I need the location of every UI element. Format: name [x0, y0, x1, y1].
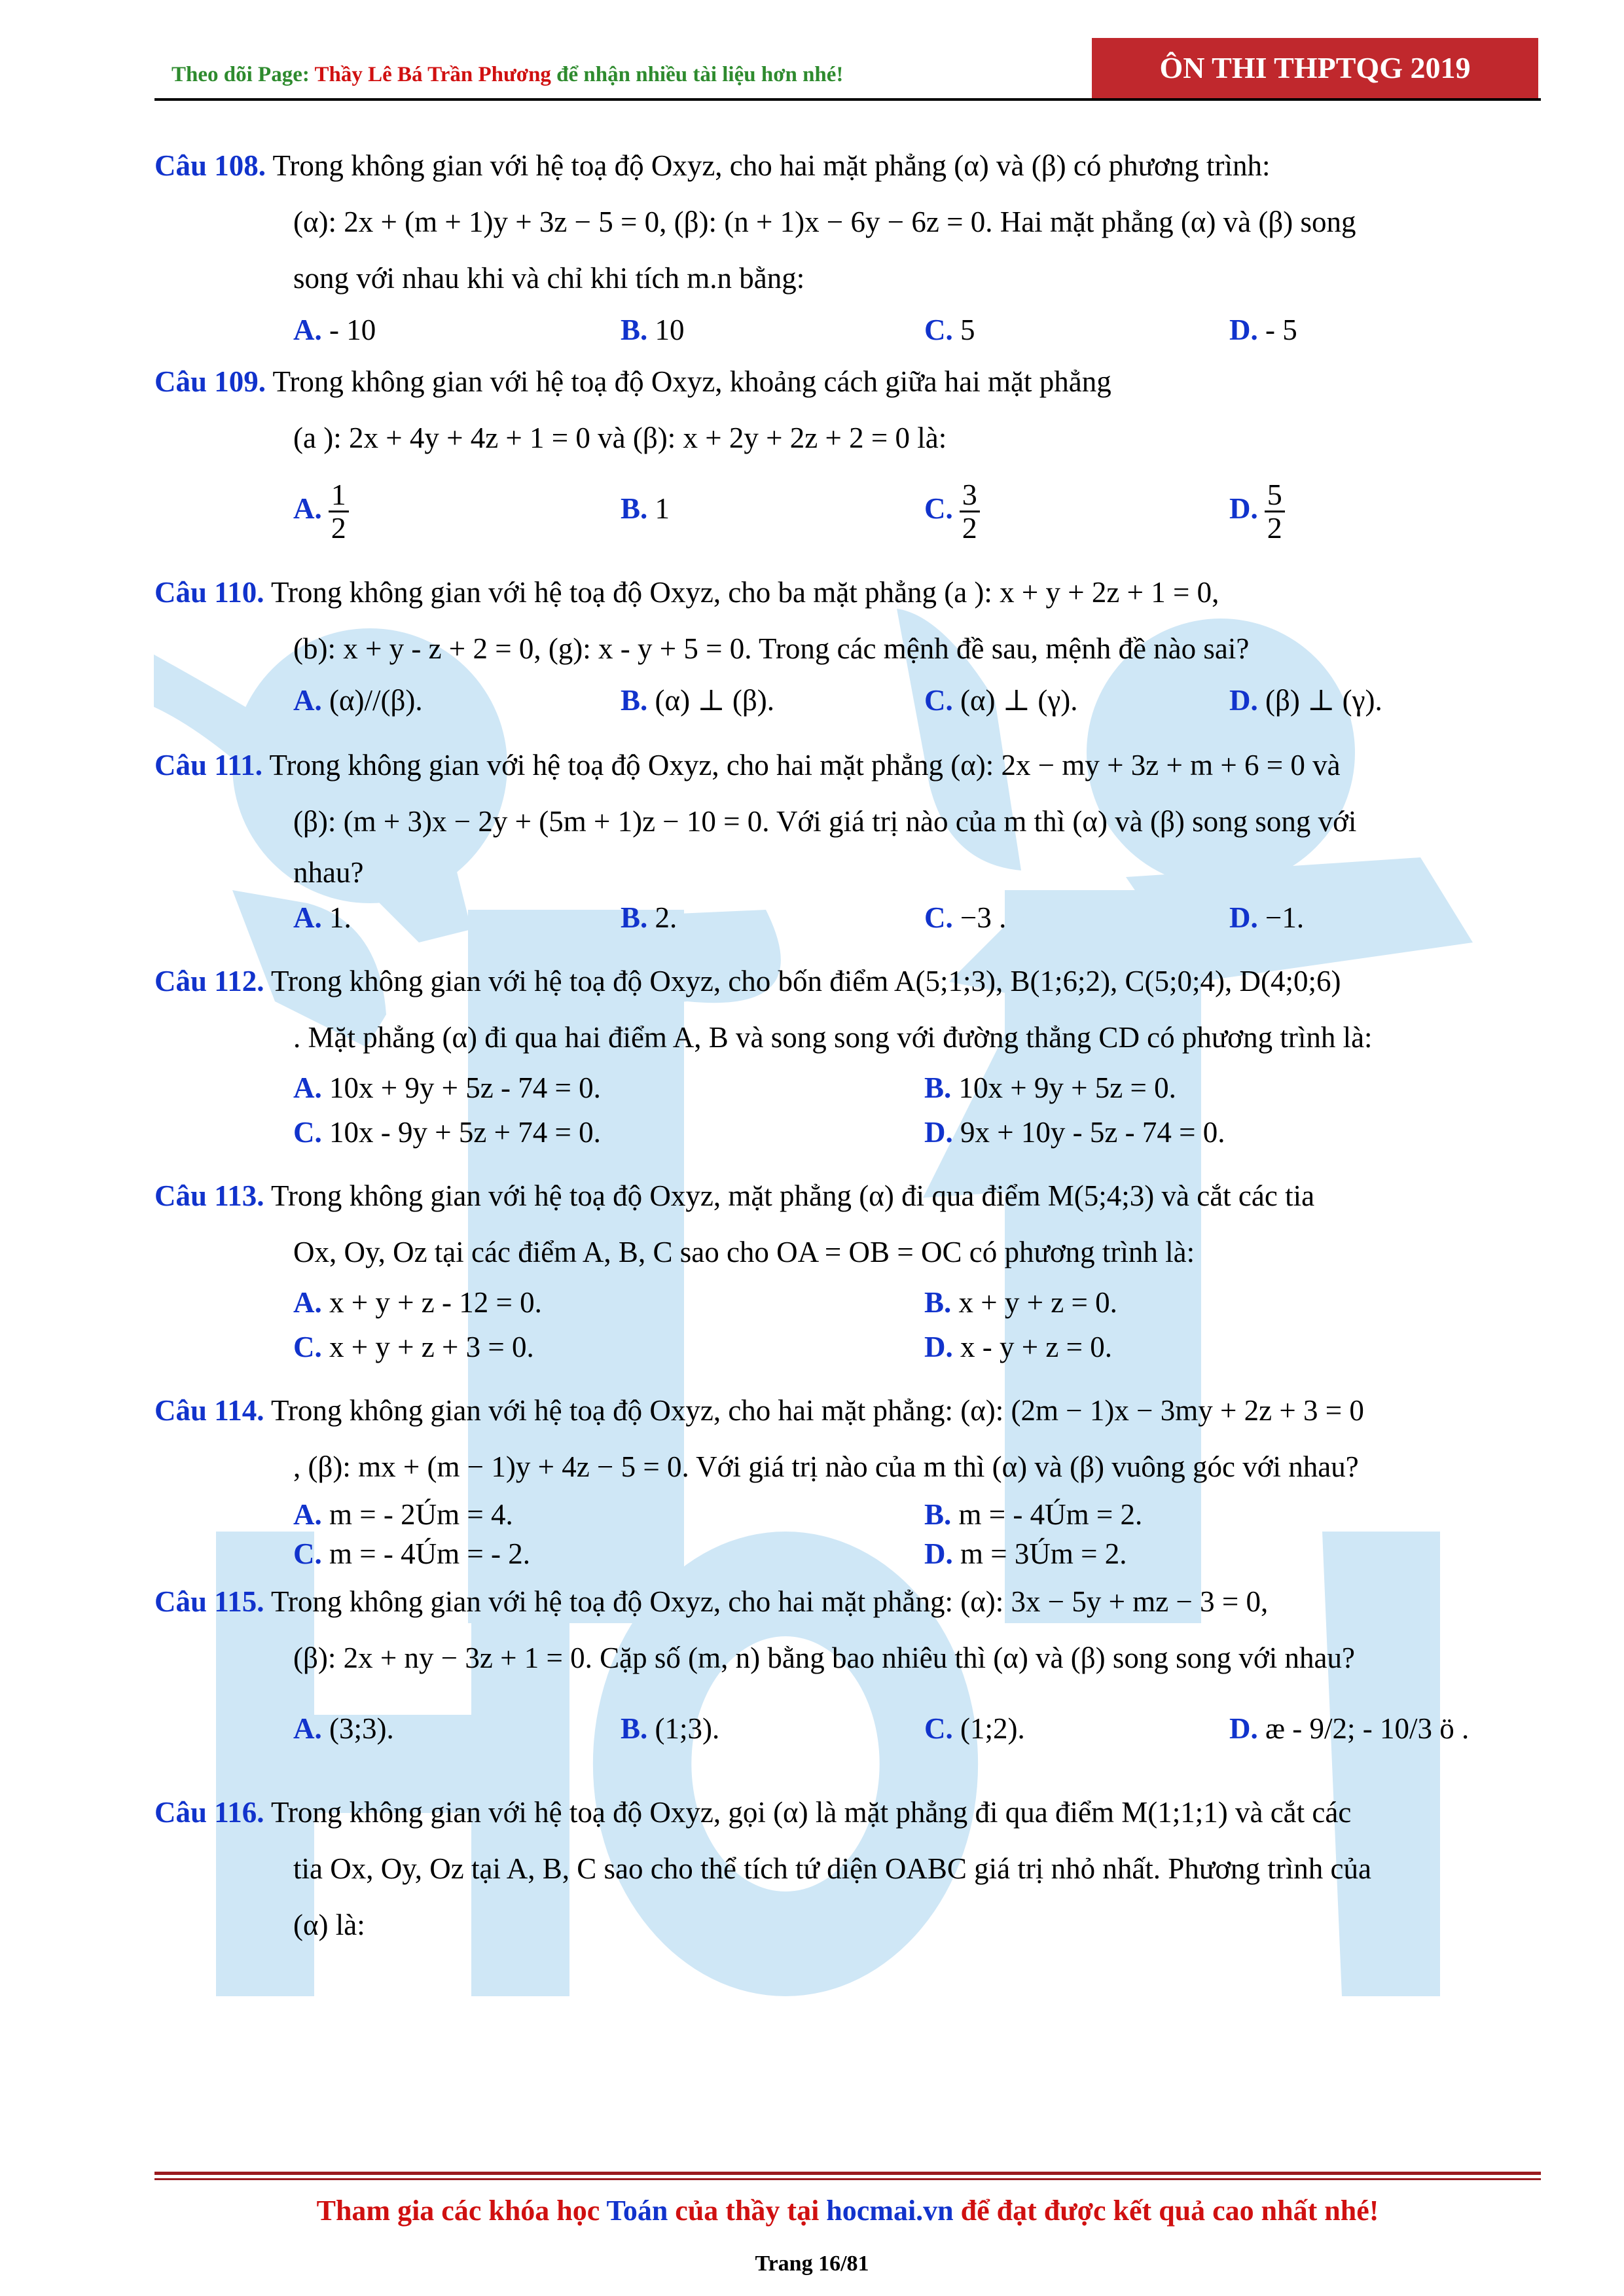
question-114	[154, 1382, 1503, 1573]
header-promo	[171, 63, 843, 87]
question-line: Trong không gian với hệ toạ độ Oxyz, cho hai mặt phẳng: (α): 3x − 5y + mz − 3 = 0,	[270, 1585, 1269, 1618]
option-b[interactable]: B. 10	[621, 314, 685, 346]
question-line: (a ): 2x + 4y + 4z + 1 = 0 và (β): x + 2y + 2z + 2 = 0 là:	[293, 422, 947, 454]
option-a[interactable]: A. x + y + z - 12 = 0.	[293, 1286, 542, 1319]
question-number: Câu 110.	[154, 576, 264, 609]
option-d[interactable]: D. −1.	[1229, 901, 1305, 934]
answer-options	[154, 306, 1503, 353]
question-number: Câu 116.	[154, 1796, 264, 1829]
option-b[interactable]: B. x + y + z = 0.	[924, 1286, 1117, 1319]
answer-options	[154, 677, 1503, 724]
question-110	[154, 564, 1503, 737]
option-c[interactable]: C. 10x - 9y + 5z + 74 = 0.	[293, 1116, 601, 1149]
question-line: (α): 2x + (m + 1)y + 3z − 5 = 0, (β): (n + 1)x − 6y − 6z = 0. Hai mặt phẳng (α) và (β) song	[293, 206, 1356, 238]
header-suffix: để nhận nhiều tài liệu hơn nhé!	[550, 63, 844, 86]
option-a[interactable]: A. 1.	[293, 901, 352, 934]
option-d[interactable]: D. æ - 9/2; - 10/3 ö .	[1229, 1712, 1470, 1745]
question-109	[154, 353, 1503, 564]
question-115	[154, 1573, 1503, 1784]
question-number: Câu 114.	[154, 1394, 264, 1427]
option-a[interactable]: A. (3;3).	[293, 1712, 394, 1745]
option-c[interactable]: C. 5	[924, 314, 975, 346]
footer-subject: Toán	[606, 2195, 668, 2227]
option-c[interactable]: C. $\frac{3}{2}$	[924, 466, 980, 551]
question-111	[154, 737, 1503, 953]
question-line: (b): x + y - z + 2 = 0, (g): x - y + 5 = 0. Trong các mệnh đề sau, mệnh đề nào sai?	[293, 632, 1250, 665]
question-108	[154, 137, 1503, 353]
option-c[interactable]: C. (α) ⊥ (γ).	[924, 684, 1078, 717]
question-number: Câu 111.	[154, 749, 263, 781]
question-line: Trong không gian với hệ toạ độ Oxyz, cho hai mặt phẳng (α): 2x − my + 3z + m + 6 = 0 và	[269, 749, 1341, 781]
option-d[interactable]: D. $\frac{5}{2}$	[1229, 466, 1285, 551]
question-line: Ox, Oy, Oz tại các điểm A, B, C sao cho OA = OB = OC có phương trình là:	[293, 1236, 1195, 1268]
question-112	[154, 953, 1503, 1168]
option-c[interactable]: C. (1;2).	[924, 1712, 1025, 1745]
question-line: Trong không gian với hệ toạ độ Oxyz, gọi (α) là mặt phẳng đi qua điểm M(1;1;1) và cắt các	[270, 1796, 1352, 1829]
question-line: song với nhau khi và chỉ khi tích m.n bằng:	[293, 262, 805, 295]
answer-options	[154, 1534, 1503, 1573]
option-d[interactable]: D. - 5	[1229, 314, 1297, 346]
option-a[interactable]: A. (α)//(β).	[293, 684, 423, 717]
fraction: $\frac{5}{2}$	[1265, 479, 1285, 545]
answer-options	[154, 1110, 1503, 1155]
question-line: Trong không gian với hệ toạ độ Oxyz, khoảng cách giữa hai mặt phẳng	[272, 365, 1111, 398]
answer-options	[154, 1686, 1503, 1771]
option-d[interactable]: D. (β) ⊥ (γ).	[1229, 684, 1382, 717]
answer-options	[154, 1066, 1503, 1110]
question-line: Trong không gian với hệ toạ độ Oxyz, cho hai mặt phẳng: (α): (2m − 1)x − 3my + 2z + 3 = 0	[270, 1394, 1364, 1427]
question-line: Trong không gian với hệ toạ độ Oxyz, mặt phẳng (α) đi qua điểm M(5;4;3) và cắt các tia	[270, 1179, 1315, 1212]
header-page-name[interactable]: Thầy Lê Bá Trần Phương	[314, 63, 551, 86]
header-divider	[154, 98, 1541, 101]
option-d[interactable]: D. 9x + 10y - 5z - 74 = 0.	[924, 1116, 1225, 1149]
answer-options	[154, 466, 1503, 551]
question-line: , (β): mx + (m − 1)y + 4z − 5 = 0. Với giá trị nào của m thì (α) và (β) vuông góc với nhau?	[293, 1450, 1359, 1483]
question-line: Trong không gian với hệ toạ độ Oxyz, cho bốn điểm A(5;1;3), B(1;6;2), C(5;0;4), D(4;0;6)	[270, 965, 1341, 997]
option-b[interactable]: B. m = - 4Úm = 2.	[924, 1498, 1143, 1531]
fraction: $\frac{3}{2}$	[960, 479, 980, 545]
option-c[interactable]: C. −3 .	[924, 901, 1007, 934]
option-c[interactable]: C. m = - 4Úm = - 2.	[293, 1537, 530, 1570]
question-number: Câu 108.	[154, 149, 266, 182]
question-113	[154, 1168, 1503, 1382]
question-list	[154, 137, 1503, 1953]
option-b[interactable]: B. (1;3).	[621, 1712, 720, 1745]
question-number: Câu 109.	[154, 365, 266, 398]
option-a[interactable]: A. $\frac{1}{2}$	[293, 466, 349, 551]
question-116	[154, 1784, 1503, 1953]
footer-divider	[154, 2178, 1541, 2180]
question-line: Trong không gian với hệ toạ độ Oxyz, cho ba mặt phẳng (a ): x + y + 2z + 1 = 0,	[270, 576, 1219, 609]
question-number: Câu 115.	[154, 1585, 264, 1618]
footer-divider	[154, 2172, 1541, 2175]
option-a[interactable]: A. m = - 2Úm = 4.	[293, 1498, 513, 1531]
page-number: Trang 16/81	[755, 2251, 869, 2276]
footer-promo: Tham gia các khóa học Toán của thầy tại hocmai.vn để đạt được kết quả cao nhất nhé!	[316, 2195, 1379, 2227]
question-line: tia Ox, Oy, Oz tại A, B, C sao cho thể tích tứ diện OABC giá trị nhỏ nhất. Phương trình của	[293, 1852, 1371, 1885]
question-line: . Mặt phẳng (α) đi qua hai điểm A, B và song song với đường thẳng CD có phương trình là:	[293, 1021, 1373, 1054]
option-b[interactable]: B. 10x + 9y + 5z = 0.	[924, 1071, 1176, 1104]
question-line: (β): 2x + ny − 3z + 1 = 0. Cặp số (m, n) bằng bao nhiêu thì (α) và (β) song song với nhau?	[293, 1641, 1355, 1674]
answer-options	[154, 1495, 1503, 1534]
header-badge: ÔN THI THPTQG 2019	[1092, 38, 1538, 98]
answer-options	[154, 1280, 1503, 1325]
option-d[interactable]: D. m = 3Úm = 2.	[924, 1537, 1127, 1570]
answer-options	[154, 895, 1503, 940]
question-line: nhau?	[293, 856, 364, 889]
footer-site-link[interactable]: hocmai.vn	[826, 2195, 954, 2227]
question-line: (β): (m + 3)x − 2y + (5m + 1)z − 10 = 0. Với giá trị nào của m thì (α) và (β) song song với	[293, 805, 1357, 838]
option-b[interactable]: B. 2.	[621, 901, 677, 934]
header-prefix: Theo dõi Page:	[171, 63, 315, 86]
option-d[interactable]: D. x - y + z = 0.	[924, 1331, 1112, 1363]
option-a[interactable]: A. 10x + 9y + 5z - 74 = 0.	[293, 1071, 601, 1104]
fraction: $\frac{1}{2}$	[329, 479, 349, 545]
option-c[interactable]: C. x + y + z + 3 = 0.	[293, 1331, 534, 1363]
question-line: (α) là:	[293, 1909, 365, 1941]
question-number: Câu 112.	[154, 965, 264, 997]
option-b[interactable]: B. 1	[621, 492, 670, 525]
question-number: Câu 113.	[154, 1179, 264, 1212]
option-b[interactable]: B. (α) ⊥ (β).	[621, 684, 774, 717]
answer-options	[154, 1325, 1503, 1369]
question-line: Trong không gian với hệ toạ độ Oxyz, cho hai mặt phẳng (α) và (β) có phương trình:	[272, 149, 1271, 182]
option-a[interactable]: A. - 10	[293, 314, 376, 346]
